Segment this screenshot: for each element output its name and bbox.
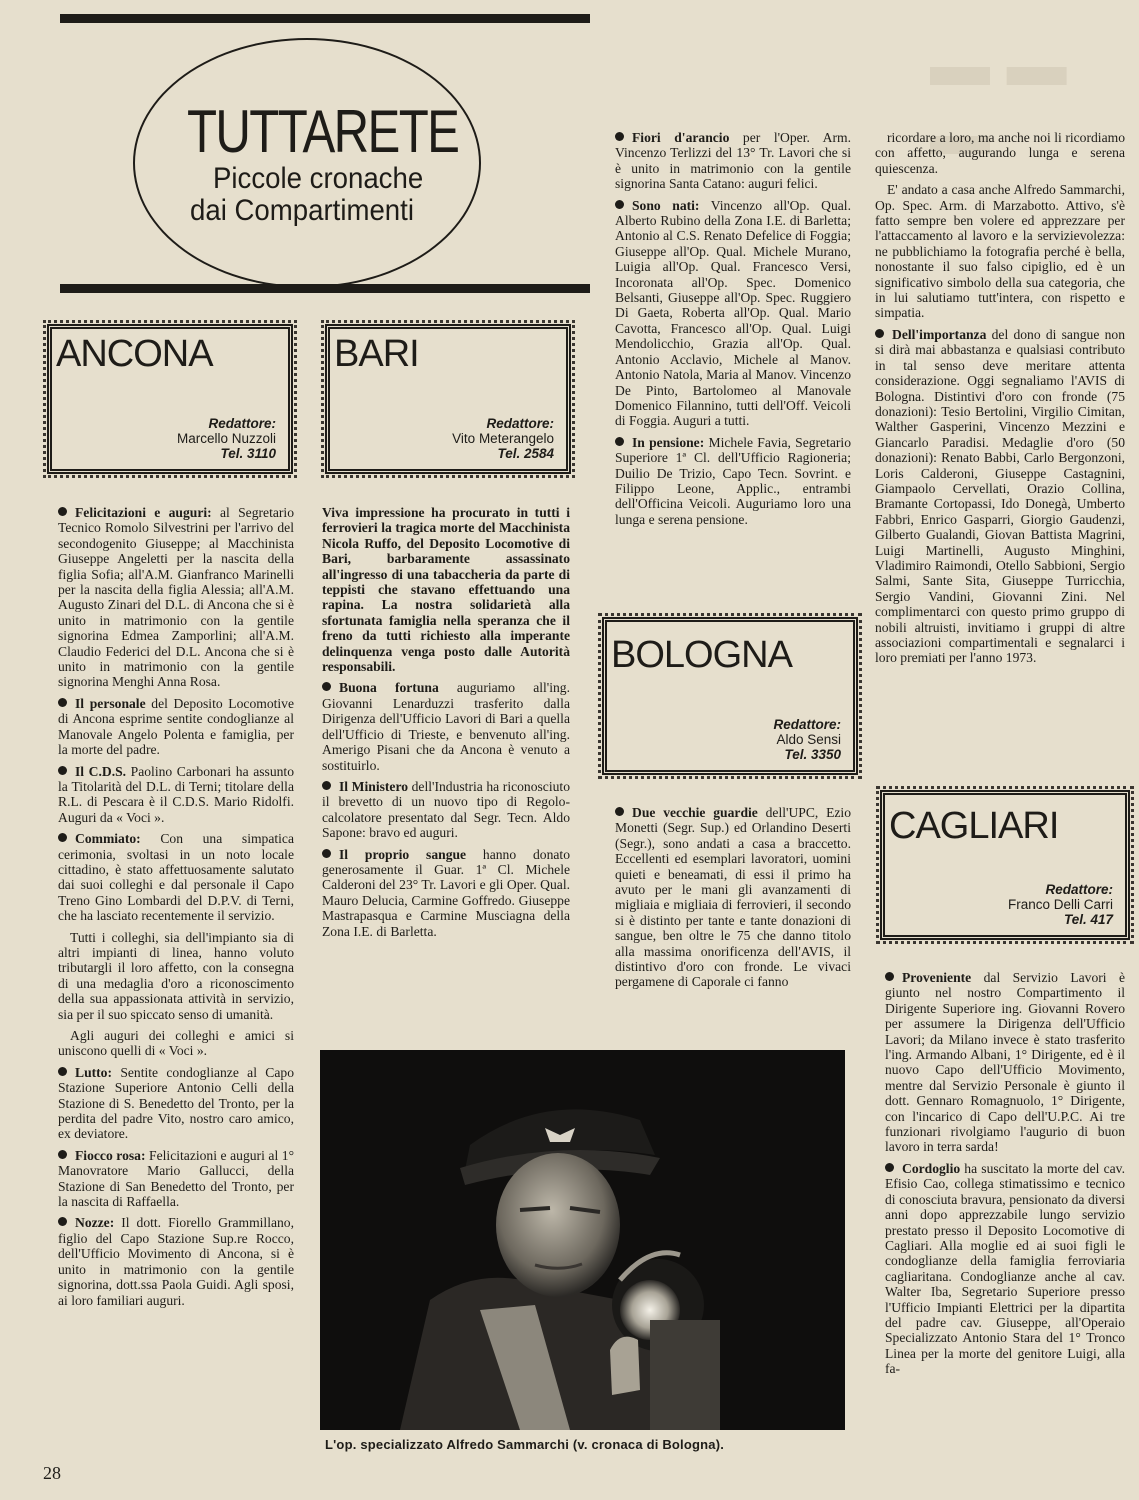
news-item-lead: Buona fortuna xyxy=(339,680,439,696)
news-item-lead: Commiato: xyxy=(75,831,141,847)
news-item-lead: Due vecchie guardie xyxy=(632,805,758,820)
news-item xyxy=(58,1065,294,1142)
redattore-name: Franco Delli Carri xyxy=(1007,897,1113,912)
bullet-dot-icon xyxy=(885,972,894,981)
news-item xyxy=(58,764,294,826)
redattore-tel: Tel. 2584 xyxy=(497,446,554,461)
bullet-dot-icon xyxy=(615,437,624,446)
column-bari-continued xyxy=(615,130,851,533)
redattore-label: Redattore: xyxy=(486,416,554,431)
bullet-dot-icon xyxy=(615,132,624,141)
news-item xyxy=(615,130,851,192)
news-item-lead: Il Ministero xyxy=(339,778,409,794)
news-item-lead: Proveniente xyxy=(902,970,972,985)
redattore-label: Redattore: xyxy=(773,717,841,732)
news-item xyxy=(615,805,851,990)
redattore-tel: Tel. 3350 xyxy=(784,747,841,762)
news-item-text: Vincenzo all'Op. Qual. Alberto Rubino della Zona I.E. di Barletta; Antonio al C.S. Renato Defelice di Foggia; Giuseppe all'Op. Qual. Michele Murano, Luigia all'Op. Qual. Francesco Versi, Incoronata all'Op. Spec. Domenico Belsanti, Giuseppe all'Op. Spec. Ruggiero Di Gaeta, Roberta all'Op. Qual. Mario Cavotta, Francesco all'Op. Qual. Luigi Mendolicchio, Grazia all'Op. Qual. Antonio Acclavio, Michele al Manov. Antonio Natola, Maria al Manov. Vincenzo De Pinto, Bartolomeo al Manovale Domenico Filannino, tutti dell'Off. Veicoli di Foggia. Auguri a tutti. xyxy=(615,197,851,429)
news-item-text: dal Servizio Lavori è giunto nel nostro Compartimento il Dirigente Superiore ing. Giovanni Rovero per assumere la Dirigenza dell'Ufficio Lavori; da Milano invece è stato trasferito l'ing. Armando Albani, 1° Dirigente, ed è il nuovo Capo dell'Ufficio Movimento, mentre dal Servizio Personale è giunto il dott. Gennaro Romagnuolo, 1° Dirigente, con l'incarico di Capo dell'U.P.C. Ai tre funzionari rivolgiamo l'augurio di buon lavoro in terra sarda! xyxy=(885,970,1125,1155)
redattore-name: Vito Meterangelo xyxy=(452,431,554,446)
news-item-text: ha suscitato la morte del cav. Efisio Cao, collega stimatissimo e tecnico di conosciuta bravura, pensionato da diversi anni dopo apprezzabile lungo servizio prestato presso il Deposito Locomotive di Cagliari. Alla moglie ed ai suoi figli le condoglianze della famiglia ferroviaria cagliaritana. Condoglianze anche al cav. Walter Iba, Segretario Superiore presso l'Ufficio Impianti Elettrici per la dipartita del padre cav. Giuseppe, all'Operaio Specializzato Antonio Stara del 1° Tronco Linea per la morte del genitore Luigi, alla fa- xyxy=(885,1160,1125,1377)
page-number: 28 xyxy=(43,1463,61,1483)
news-item xyxy=(615,435,851,527)
redattore-ancona xyxy=(177,416,276,461)
news-item-lead: Fiori d'arancio xyxy=(632,130,730,145)
header-title: TUTTARETE xyxy=(187,98,459,165)
bullet-dot-icon xyxy=(615,807,624,816)
news-item xyxy=(615,198,851,429)
news-item xyxy=(58,930,294,1022)
news-item-lead: Lutto: xyxy=(75,1064,113,1080)
column-cagliari xyxy=(885,970,1125,1383)
column-bologna-continued xyxy=(875,130,1125,672)
bullet-dot-icon xyxy=(322,849,331,858)
news-item xyxy=(885,1161,1125,1377)
news-item-text: Felicitazioni e auguri al 1° Manovratore Mario Gallucci, della Stazione di San Benedetto del Tronto, per la nascita di Raffaella. xyxy=(58,1147,295,1210)
bullet-dot-icon xyxy=(875,329,884,338)
bleed-through-text: ▬ ▬ ▬ xyxy=(930,31,1067,167)
bullet-dot-icon xyxy=(58,833,67,842)
bari-intro: Viva impressione ha procurato in tutti i ferrovieri la tragica morte del Macchinista Nicola Ruffo, del Deposito Locomotive di Bari, barbaramente assassinato all'ingresso di una tabaccheria da parte di teppisti che stavano effettuando una rapina. La nostra solidarietà alla sfortunata famiglia nella speranza che il freno da tutti richiesto alla imperante delinquenza venga posto dalle Autorità responsabili. xyxy=(322,505,570,675)
redattore-tel: Tel. 3110 xyxy=(220,446,276,461)
news-item xyxy=(875,182,1125,321)
news-item xyxy=(322,779,570,841)
news-item xyxy=(58,1028,294,1059)
redattore-name: Marcello Nuzzoli xyxy=(176,431,276,446)
news-item-lead: Sono nati: xyxy=(632,197,700,213)
portrait-photo xyxy=(320,1050,845,1430)
section-box-ancona xyxy=(47,324,293,474)
news-item-lead: Fiocco rosa: xyxy=(75,1147,146,1163)
bullet-dot-icon xyxy=(615,200,624,209)
news-item-text: dell'UPC, Ezio Monetti (Segr. Sup.) ed Orlandino Deserti (Segr.), sono andati a casa a braccetto. Eccellenti ed esemplari lavoratori, uomini quieti e beneamati, di essi il primo ha avuto per le mani gli avanzamenti di migliaia e migliaia di ferrovieri, il secondo si è distinto per tante e tante donazioni di sangue, ben oltre le 75 che danno titolo alla massima onorificenza dell'AVIS, il distintivo d'oro con fronde. Le vivaci pergamene di Caporale ci fanno xyxy=(615,805,851,990)
bullet-dot-icon xyxy=(322,781,331,790)
news-item-lead: In pensione: xyxy=(632,434,705,450)
news-item-lead: Cordoglio xyxy=(902,1160,961,1176)
news-item-text: del dono di sangue non si dirà mai abbastanza e qualsiasi contributo in tal senso deve meritare attenta considerazione. Oggi segnaliamo l'AVIS di Bologna. Distintivi d'oro con fronde (75 donazioni): Tesio Bertolini, Virgilio Cimitan, Walther Gasperini, Vincenzo Mezzini e Giancarlo Paradisi. Medaglie d'oro (50 donazioni): Renato Babbi, Carlo Bergonzoni, Loris Calderoni, Giuseppe Castagnini, Giampaolo Cervellati, Orazio Collina, Bramante Cortopassi, Ido Donegà, Umberto Fabbri, Enrico Gasparri, Giorgio Gaudenzi, Gilberto Gualandi, Giovan Battista Magrini, Luigi Martinelli, Augusto Minghini, Vladimiro Raimondi, Otello Sabbioni, Sergio Salmi, Sante Sita, Giuseppe Turricchia, Sergio Vandini, Giovanni Zini. Nel complimentarci con questo primo gruppo di nobili altruisti, invitiamo i gruppi di altre associazioni compartimentali e segnalarci i loro premiati per l'anno 1973. xyxy=(875,326,1125,666)
news-item xyxy=(322,680,570,772)
news-item-text: dell'Industria ha riconosciuto il brevetto di un nuovo tipo di Regolo-calcolatore presentato dal Segr. Tecn. Aldo Sapone: bravo ed auguri. xyxy=(322,778,570,841)
news-item xyxy=(885,970,1125,1155)
bullet-dot-icon xyxy=(58,1150,67,1159)
news-item-lead: Il proprio sangue xyxy=(339,846,467,862)
section-name-ancona: ANCONA xyxy=(56,333,213,375)
news-item-text: Michele Favia, Segretario Superiore 1ª Cl. dell'Ufficio Ragioneria; Duilio De Trizio, Capo Tecn. Sovrint. e Filippo Leone, Applic., entrambi dell'Officina Veicoli. Auguriamo loro una lunga e serena pensione. xyxy=(615,434,851,527)
news-item-text: Paolino Carbonari ha assunto la Titolarità del D.L. di Terni; titolare della R.L. di Pescara è il C.D.S. Mario Ridolfi. Auguri da « Voci ». xyxy=(58,763,294,825)
bullet-dot-icon xyxy=(58,1217,67,1226)
section-name-bologna: BOLOGNA xyxy=(611,634,792,676)
redattore-name: Aldo Sensi xyxy=(776,732,841,747)
news-item-text: E' andato a casa anche Alfredo Sammarchi, Op. Spec. Arm. di Marzabotto. Attivo, s'è fatto sempre ben volere ed apprezzare per l'attaccamento al lavoro e la servizievolezza: ne pubblichiamo la fotografia perché è bella, nonostante il suo falso cipiglio, ed è un significativo simbolo della sua categoria, che in lui salutiamo tutt'intera, con rispetto e simpatia. xyxy=(875,182,1125,321)
header-top-rule xyxy=(60,14,590,23)
news-item-text: Sentite condoglianze al Capo Stazione Superiore Antonio Celli della Stazione di S. Benedetto del Tronto, per la perdita del padre Vito, nostro caro amico, ex deviatore. xyxy=(58,1064,294,1142)
news-item xyxy=(875,130,1125,176)
bullet-dot-icon xyxy=(58,507,67,516)
news-item xyxy=(875,327,1125,666)
section-box-bologna xyxy=(602,617,858,775)
news-item-lead: Nozze: xyxy=(75,1215,115,1231)
bullet-dot-icon xyxy=(885,1163,894,1172)
news-item-text: hanno donato generosamente il Guar. 1ª Cl. Michele Calderoni del 23° Tr. Lavori e gli Oper. Qual. Mauro Delucia, Carmine Goffredo. Giuseppe Mastrapasqua e Carmine Musciagna della Zona I.E. di Barletta. xyxy=(322,846,570,939)
redattore-bari xyxy=(452,416,554,461)
redattore-tel: Tel. 417 xyxy=(1063,912,1113,927)
news-item-text: Con una simpatica cerimonia, svoltasi in un noto locale cittadino, è stato affettuosamente salutato dai suoi colleghi e dal personale il Capo Treno Gino Lombardi del D.P.V. di Terni, che ha lasciato recentemente il servizio. xyxy=(58,831,294,924)
section-name-bari: BARI xyxy=(334,333,419,375)
news-item xyxy=(58,696,294,758)
column-bari xyxy=(322,505,570,945)
bullet-dot-icon xyxy=(58,1067,67,1076)
section-box-bari xyxy=(325,324,571,474)
header-bottom-rule xyxy=(60,284,590,293)
news-item-text: per l'Oper. Arm. Vincenzo Terlizzi del 13° Tr. Lavori che si è unito in matrimonio con la gentile signorina Santa Catano: auguri felici. xyxy=(615,130,851,192)
redattore-label: Redattore: xyxy=(1045,882,1113,897)
news-item-text: al Segretario Tecnico Romolo Silvestrini per l'arrivo del secondogenito Giuseppe; al Macchinista Giuseppe Angeletti per la nascita della figlia Sofia; all'A.M. Gianfranco Marinelli per la nascita della figlia Alessia; all'A.M. Augusto Zinari del D.L. di Ancona che si è unito in matrimonio con la gentile signorina Edmea Zamporlini; all'A.M. Claudio Federici del D.L. Ancona che si è unito in matrimonio con la gentile signorina Menghi Anna Rosa. xyxy=(58,505,294,690)
header-subtitle-1: Piccole cronache xyxy=(213,162,424,195)
news-item-lead: Felicitazioni e auguri: xyxy=(75,505,212,520)
news-item xyxy=(322,847,570,939)
bullet-dot-icon xyxy=(322,682,331,691)
news-item-lead: Il C.D.S. xyxy=(75,763,127,779)
news-item-text: Agli auguri dei colleghi e amici si uniscono quelli di « Voci ». xyxy=(58,1028,294,1059)
news-item-text: del Deposito Locomotive di Ancona esprime sentite condoglianze al Manovale Angelo Polenta e famiglia, per la morte del padre. xyxy=(58,695,294,758)
redattore-cagliari xyxy=(1008,882,1113,927)
news-item-lead: Il personale xyxy=(75,695,146,711)
column-bologna xyxy=(615,805,851,996)
news-item-text: auguriamo all'ing. Giovanni Lenarduzzi trasferito dalla Dirigenza dell'Ufficio Lavori di Bari a quella dell'Ufficio di Trieste, e benvenuto all'ing. Amerigo Pisani che da Ancona è venuto a sostituirlo. xyxy=(322,680,571,773)
news-item xyxy=(58,505,294,690)
news-item-text: ricordare a loro, ma anche noi li ricordiamo con affetto, augurando lunga e serena quiescenza. xyxy=(875,130,1125,176)
news-item xyxy=(58,831,294,923)
news-item-lead: Dell'importanza xyxy=(892,326,987,342)
news-item-text: Il dott. Fiorello Grammillano, figlio del Capo Stazione Sup.re Rocco, dell'Ufficio Movimento di Ancona, si è unito in matrimonio con la gentile signorina, dott.ssa Paola Guidi. Agli sposi, ai loro familiari auguri. xyxy=(58,1215,294,1308)
news-item xyxy=(58,1215,294,1307)
bullet-dot-icon xyxy=(58,698,67,707)
redattore-label: Redattore: xyxy=(208,416,276,431)
header-subtitle-2: dai Compartimenti xyxy=(190,194,414,227)
bullet-dot-icon xyxy=(58,766,67,775)
column-ancona xyxy=(58,505,294,1314)
photo-caption: L'op. specializzato Alfredo Sammarchi (v. cronaca di Bologna). xyxy=(325,1437,725,1452)
redattore-bologna xyxy=(773,717,841,762)
section-box-cagliari xyxy=(880,790,1130,940)
bari-items xyxy=(322,680,570,939)
news-item-text: Tutti i colleghi, sia dell'impianto sia di altri impianti di linea, hanno voluto tributargli il loro affetto, con la consegna di una medaglia d'oro a riconoscimento della sua appassionata attività in servizio, sia per il suo spiccato senso di umanità. xyxy=(58,929,294,1022)
railwayman-photo-illustration xyxy=(320,1050,845,1430)
news-item xyxy=(58,1148,294,1210)
section-name-cagliari: CAGLIARI xyxy=(889,805,1059,847)
